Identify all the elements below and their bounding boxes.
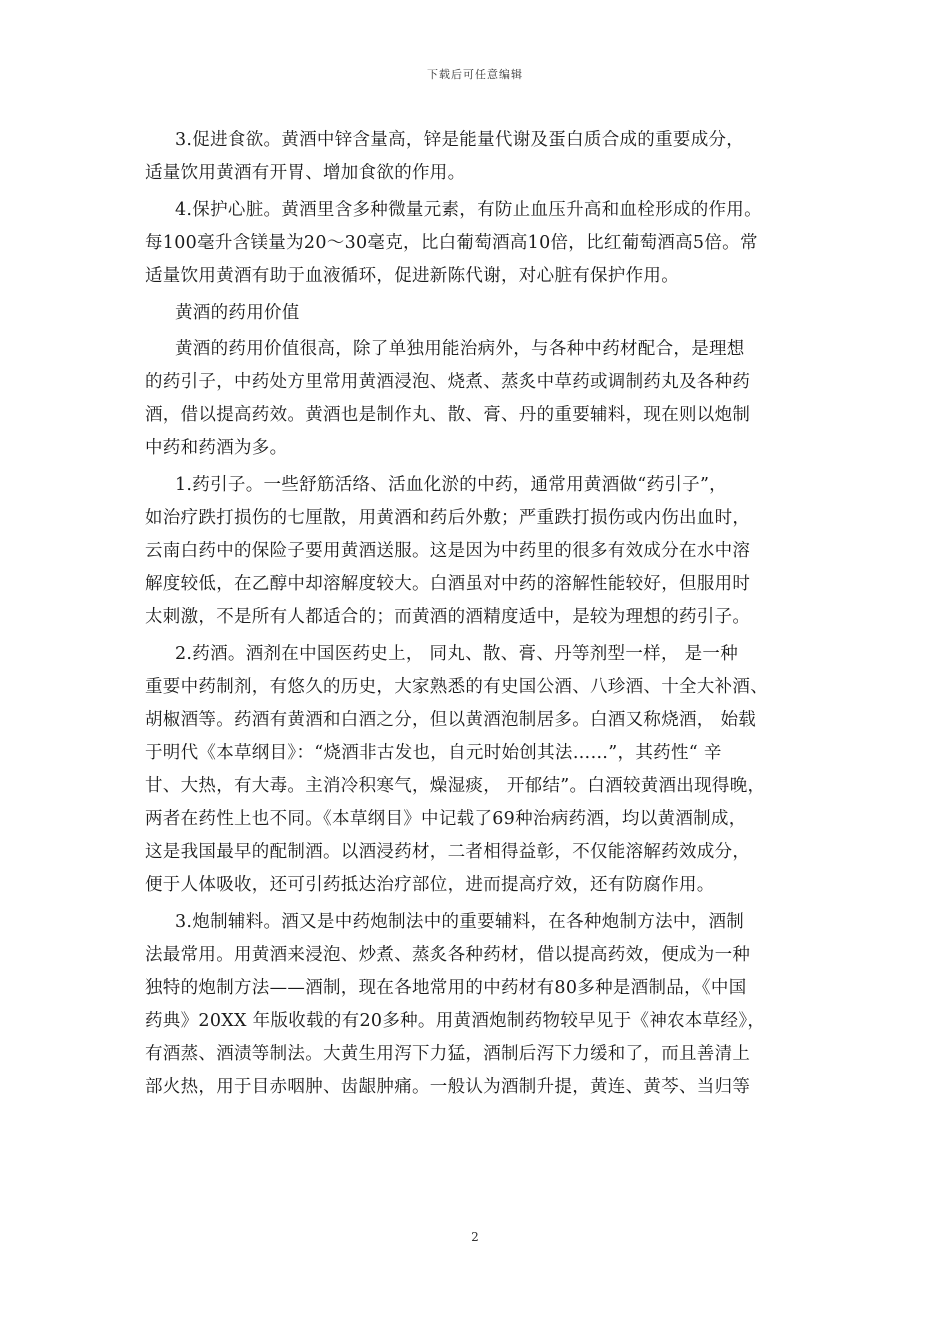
text-line: 两者在药性上也不同。《本草纲目》中记载了69种治病药酒，均以黄酒制成， — [145, 808, 747, 829]
paragraph-appetite — [145, 124, 811, 190]
text-line: 酒，借以提高药效。黄酒也是制作丸、散、膏、丹的重要辅料，现在则以炮制 — [145, 405, 751, 426]
text-line: 解度较低，在乙醇中却溶解度较大。白酒虽对中药的溶解性能较好，但服用时 — [145, 574, 751, 595]
heading-line: 黄酒的药用价值 — [175, 302, 300, 323]
paragraph-medicinal-wine — [145, 638, 811, 902]
paragraph-processing-excipient — [145, 906, 811, 1104]
text-line: 重要中药制剂，有悠久的历史，大家熟悉的有史国公酒、八珍酒、十全大补酒、 — [145, 676, 768, 697]
text-line: 3.促进食欲。黄酒中锌含量高，锌是能量代谢及蛋白质合成的重要成分， — [175, 130, 745, 150]
text-line: 适量饮用黄酒有助于血液循环，促进新陈代谢，对心脏有保护作用。 — [145, 265, 679, 286]
text-line: 的药引子，中药处方里常用黄酒浸泡、烧煮、蒸炙中草药或调制药丸及各种药 — [145, 372, 751, 393]
text-line: 胡椒酒等。药酒有黄酒和白酒之分，但以黄酒泡制居多。白酒又称烧酒， 始载 — [145, 709, 757, 730]
text-line: 每100毫升含镁量为20～30毫克，比白葡萄酒高10倍，比红葡萄酒高5倍。常 — [145, 232, 758, 253]
text-line: 药典》20XX 年版收载的有20多种。用黄酒炮制药物较早见于《神农本草经》， — [145, 1010, 766, 1031]
text-line: 部火热，用于目赤咽肿、齿龈肿痛。一般认为酒制升提，黄连、黄芩、当归等 — [145, 1076, 751, 1097]
text-line: 这是我国最早的配制酒。以酒浸药材，二者相得益彰，不仅能溶解药效成分， — [145, 841, 751, 862]
text-line: 于明代《本草纲目》：“烧酒非古发也，自元时始创其法……”，其药性“ 辛 — [145, 742, 722, 763]
text-line: 4.保护心脏。黄酒里含多种微量元素，有防止血压升高和血栓形成的作用。 — [175, 199, 762, 220]
text-line: 云南白药中的保险子要用黄酒送服。这是因为中药里的很多有效成分在水中溶 — [145, 541, 751, 562]
section-heading — [145, 297, 811, 330]
text-line: 独特的炮制方法——酒制，现在各地常用的中药材有80多种是酒制品，《中国 — [145, 977, 747, 998]
text-line: 适量饮用黄酒有开胃、增加食欲的作用。 — [145, 163, 466, 183]
text-line: 3.炮制辅料。酒又是中药炮制法中的重要辅料，在各种炮制方法中，酒制 — [175, 911, 745, 932]
text-line: 甘、大热，有大毒。主消冷积寒气，燥湿痰， 开郁结”。白酒较黄酒出现得晚， — [145, 775, 766, 796]
text-line: 便于人体吸收，还可引药抵达治疗部位，进而提高疗效，还有防腐作用。 — [145, 874, 715, 895]
text-line: 黄酒的药用价值很高，除了单独用能治病外，与各种中药材配合，是理想 — [175, 339, 745, 360]
text-line: 2.药酒。酒剂在中国医药史上， 同丸、散、膏、丹等剂型一样， 是一种 — [175, 643, 739, 664]
page-number: 2 — [471, 1230, 479, 1244]
text-line: 有酒蒸、酒渍等制法。大黄生用泻下力猛，酒制后泻下力缓和了，而且善清上 — [145, 1043, 751, 1064]
document-body — [145, 124, 811, 1104]
text-line: 太刺激，不是所有人都适合的；而黄酒的酒精度适中，是较为理想的药引子。 — [145, 607, 751, 628]
paragraph-medicine-guide — [145, 469, 811, 634]
text-line: 1.药引子。一些舒筋活络、活血化淤的中药，通常用黄酒做“药引子”， — [175, 475, 727, 496]
paragraph-heart — [145, 194, 811, 293]
text-line: 法最常用。用黄酒来浸泡、炒煮、蒸炙各种药材，借以提高药效，便成为一种 — [145, 944, 751, 965]
text-line: 如治疗跌打损伤的七厘散，用黄酒和药后外敷；严重跌打损伤或内伤出血时， — [145, 508, 751, 529]
page-header: 下载后可任意编辑 — [427, 68, 523, 81]
paragraph-medicinal-value — [145, 333, 811, 465]
text-line: 中药和药酒为多。 — [145, 438, 288, 459]
